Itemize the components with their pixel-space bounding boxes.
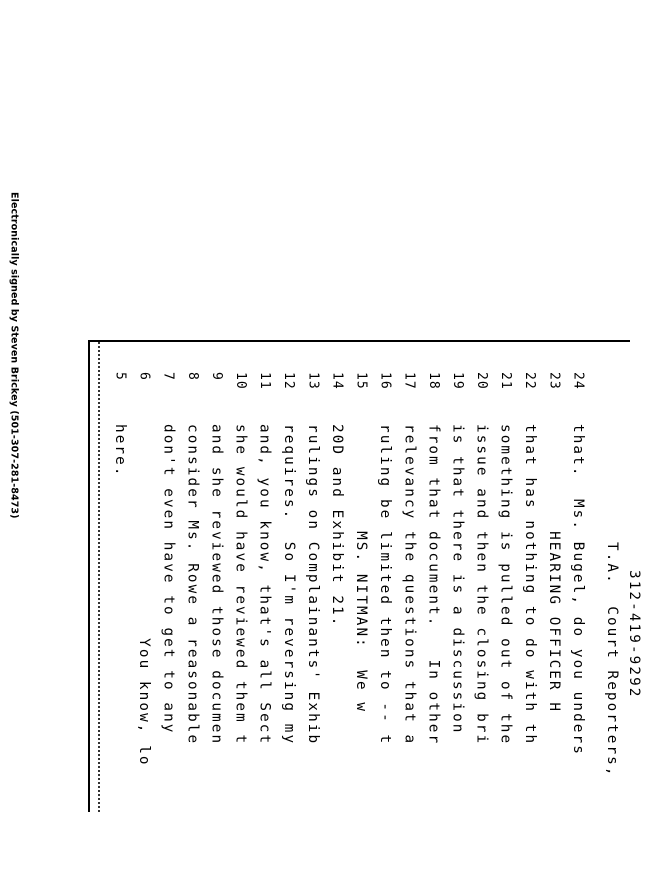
transcript-line [229,342,253,894]
line-number-text: 7 [160,372,176,381]
line-number-text: 13 [305,372,321,390]
transcript-line-text: 20D and Exhibit 21. [329,424,346,628]
transcript-line [542,342,566,894]
transcript-line-text: she would have reviewed them t [232,424,249,746]
transcript-line-text: ruling be limited then to -- t [377,424,394,746]
transcript-line-text: and, you know, that's all Sect [256,424,273,746]
line-number-text: 8 [184,372,200,381]
transcript-line [325,342,349,894]
transcript-line [277,342,301,894]
transcript-line-text: from that document. In other [425,424,442,746]
line-number-text: 15 [353,372,369,390]
line-number-text: 12 [281,372,297,390]
line-number-text: 21 [498,372,514,390]
transcript-line-text: MS. NITMAN: We w [353,424,370,714]
footer-phone [622,570,646,850]
line-number-text: 23 [546,372,562,390]
transcript-line-text: You know, lo [136,424,153,767]
line-number-text: 20 [474,372,489,390]
transcript-line [397,342,421,894]
line-number-text: 17 [401,372,417,390]
transcript-line-text: rulings on Complainants' Exhib [304,424,321,746]
transcript-line [301,342,325,894]
transcript-line-text: something is pulled out of the [497,424,514,746]
line-number-text: 11 [257,372,273,390]
transcript-line [204,342,228,894]
line-number-text: 24 [570,372,586,390]
transcript-line [445,342,469,894]
transcript-line [421,342,445,894]
transcript-line-text: here. [112,424,129,478]
transcript-page [88,340,643,812]
electronic-signature-stamp [2,192,26,572]
transcript-line-text: and she reviewed those documen [208,424,225,746]
transcript-line-text: consider Ms. Rowe a reasonable [184,424,201,746]
transcript-line-text: relevancy the questions that a [401,424,418,746]
transcript-line-text: that. Ms. Bugel, do you unders [570,424,587,756]
line-number-text: 18 [425,372,441,390]
transcript-line [180,342,204,894]
transcript-line [156,342,180,894]
line-number-text: 16 [377,372,393,390]
transcript-line [494,342,518,894]
transcript-line [566,342,590,894]
transcript-line-text: is that there is a discussion [449,424,466,735]
footer-phone-text: 312-419-9292 [626,570,643,699]
line-number-text: 5 [112,372,128,381]
line-number-text: 6 [136,372,152,381]
transcript-line [108,342,132,894]
transcript-line [470,342,494,894]
transcript-line-text: HEARING OFFICER H [545,424,562,714]
margin-rule [98,342,100,812]
line-number-text: 9 [208,372,224,381]
line-number-text: 14 [329,372,345,390]
transcript-line-text: that has nothing to do with th [521,424,538,746]
footer-reporter-name [600,542,624,822]
line-number-text: 10 [233,372,248,390]
transcript-line [253,342,277,894]
line-number-text: 19 [449,372,465,390]
transcript-line-text: issue and then the closing bri [473,424,490,746]
signature-text: Electronically signed by Steven Brickey (501-307-281-8473) [8,192,20,519]
transcript-line-text: don't even have to get to any [160,424,177,735]
transcript-line [132,342,156,894]
footer-reporter-name-text: T.A. Court Reporters, [604,542,620,778]
transcript-line [373,342,397,894]
transcript-line [349,342,373,894]
transcript-line-text: requires. So I'm reversing my [280,424,297,746]
line-number-text: 22 [522,372,538,390]
transcript-line [518,342,542,894]
